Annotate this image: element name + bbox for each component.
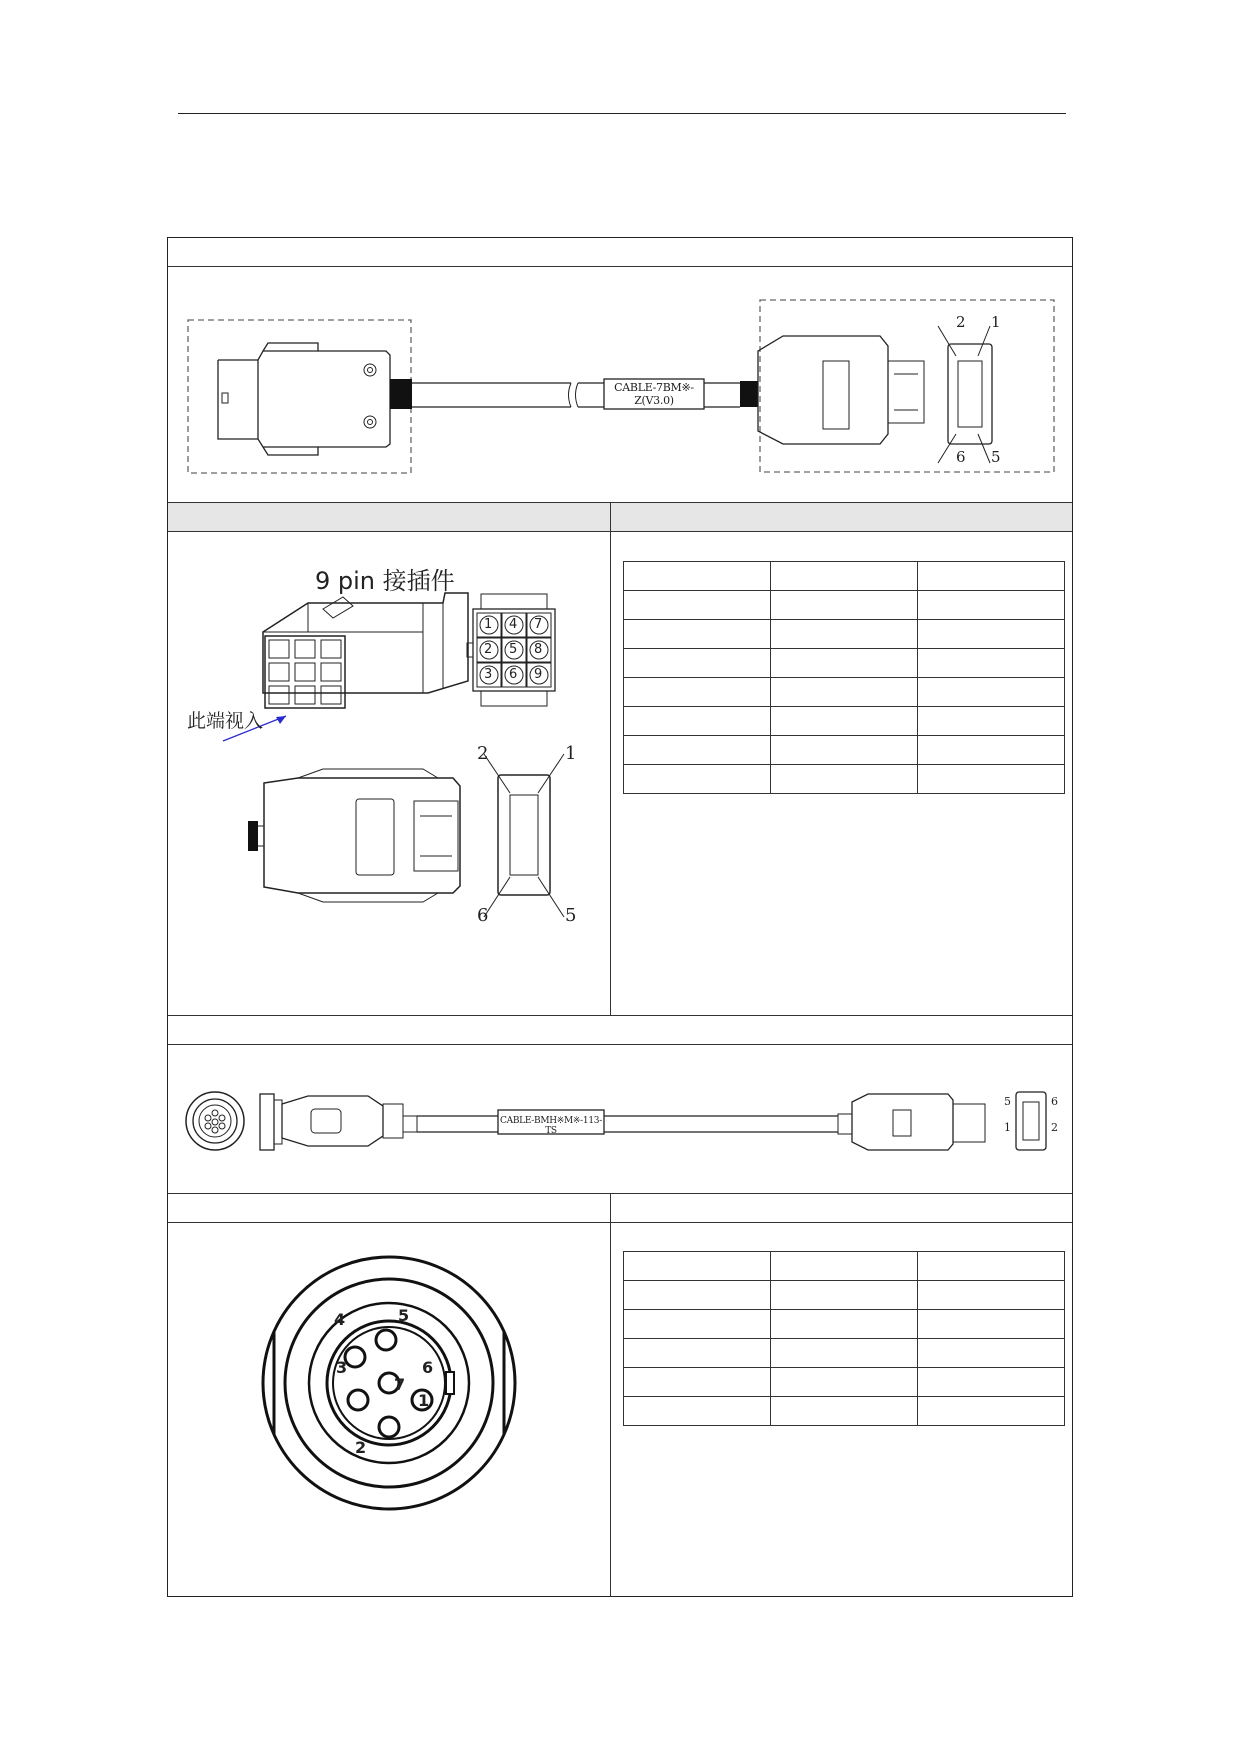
pin-number: 7 bbox=[534, 617, 543, 632]
pin-number: 4 bbox=[509, 617, 518, 632]
connector-title: 9 pin 接插件 bbox=[315, 567, 455, 595]
cable-2-label: CABLE-BMH※M※-113-TS bbox=[500, 1116, 602, 1136]
header-rule bbox=[178, 113, 1066, 114]
circular-pin-number: 7 bbox=[394, 1375, 406, 1394]
cable-2-pin-callout: 1 bbox=[1004, 1121, 1011, 1134]
cable-1-pin-callout: 6 bbox=[956, 448, 966, 466]
cable-2-pin-callout: 5 bbox=[1004, 1095, 1011, 1108]
pin-number: 3 bbox=[484, 667, 493, 682]
circular-pin-number: 5 bbox=[398, 1306, 410, 1325]
table-row bbox=[624, 1368, 1065, 1397]
end-pin-callout: 1 bbox=[565, 743, 577, 764]
table-row bbox=[624, 707, 1065, 736]
table-row bbox=[624, 1281, 1065, 1310]
table-row bbox=[624, 1397, 1065, 1426]
cable-1-pin-callout: 1 bbox=[991, 313, 1001, 331]
table-row bbox=[624, 591, 1065, 620]
nine-pin-connector-drawing bbox=[168, 531, 610, 1015]
end-pin-callout: 5 bbox=[565, 905, 577, 926]
pin-table-1 bbox=[623, 561, 1065, 794]
pin-number: 8 bbox=[534, 642, 543, 657]
cable-2-pin-callout: 2 bbox=[1051, 1121, 1058, 1134]
circular-pin-number: 2 bbox=[355, 1438, 367, 1457]
end-pin-callout: 6 bbox=[477, 905, 489, 926]
pin-number: 2 bbox=[484, 642, 493, 657]
section-header-bar bbox=[168, 502, 1072, 531]
pin-table-2 bbox=[623, 1251, 1065, 1426]
circular-pin-number: 3 bbox=[336, 1358, 348, 1377]
table-row bbox=[624, 1252, 1065, 1281]
row-rule bbox=[168, 1015, 1072, 1016]
cable-2-pin-callout: 6 bbox=[1051, 1095, 1058, 1108]
table-row bbox=[624, 765, 1065, 794]
circular-pin-number: 1 bbox=[418, 1391, 430, 1410]
column-divider bbox=[610, 1193, 611, 1597]
circular-pin-number: 4 bbox=[334, 1310, 346, 1329]
table-row bbox=[624, 562, 1065, 591]
pin-number: 9 bbox=[534, 667, 543, 682]
circular-connector-drawing bbox=[168, 1222, 610, 1597]
table-row bbox=[624, 678, 1065, 707]
pin-number: 5 bbox=[509, 642, 518, 657]
cable-1-pin-callout: 5 bbox=[991, 448, 1001, 466]
row-rule bbox=[168, 1193, 1072, 1194]
cable-1-pin-callout: 2 bbox=[956, 313, 966, 331]
pin-number: 1 bbox=[484, 617, 493, 632]
table-row bbox=[624, 1339, 1065, 1368]
table-row bbox=[624, 736, 1065, 765]
column-divider bbox=[610, 502, 611, 1015]
spec-frame bbox=[167, 237, 1073, 1597]
end-pin-callout: 2 bbox=[477, 743, 489, 764]
table-row bbox=[624, 1310, 1065, 1339]
view-direction-note: 此端视入 bbox=[187, 710, 264, 732]
circular-pin-number: 6 bbox=[422, 1358, 434, 1377]
cable-2-drawing bbox=[168, 1044, 1072, 1193]
table-row bbox=[624, 620, 1065, 649]
cable-1-label: CABLE-7BM※-Z(V3.0) bbox=[614, 381, 694, 407]
row-rule bbox=[168, 502, 1072, 503]
table-row bbox=[624, 649, 1065, 678]
pin-number: 6 bbox=[509, 667, 518, 682]
